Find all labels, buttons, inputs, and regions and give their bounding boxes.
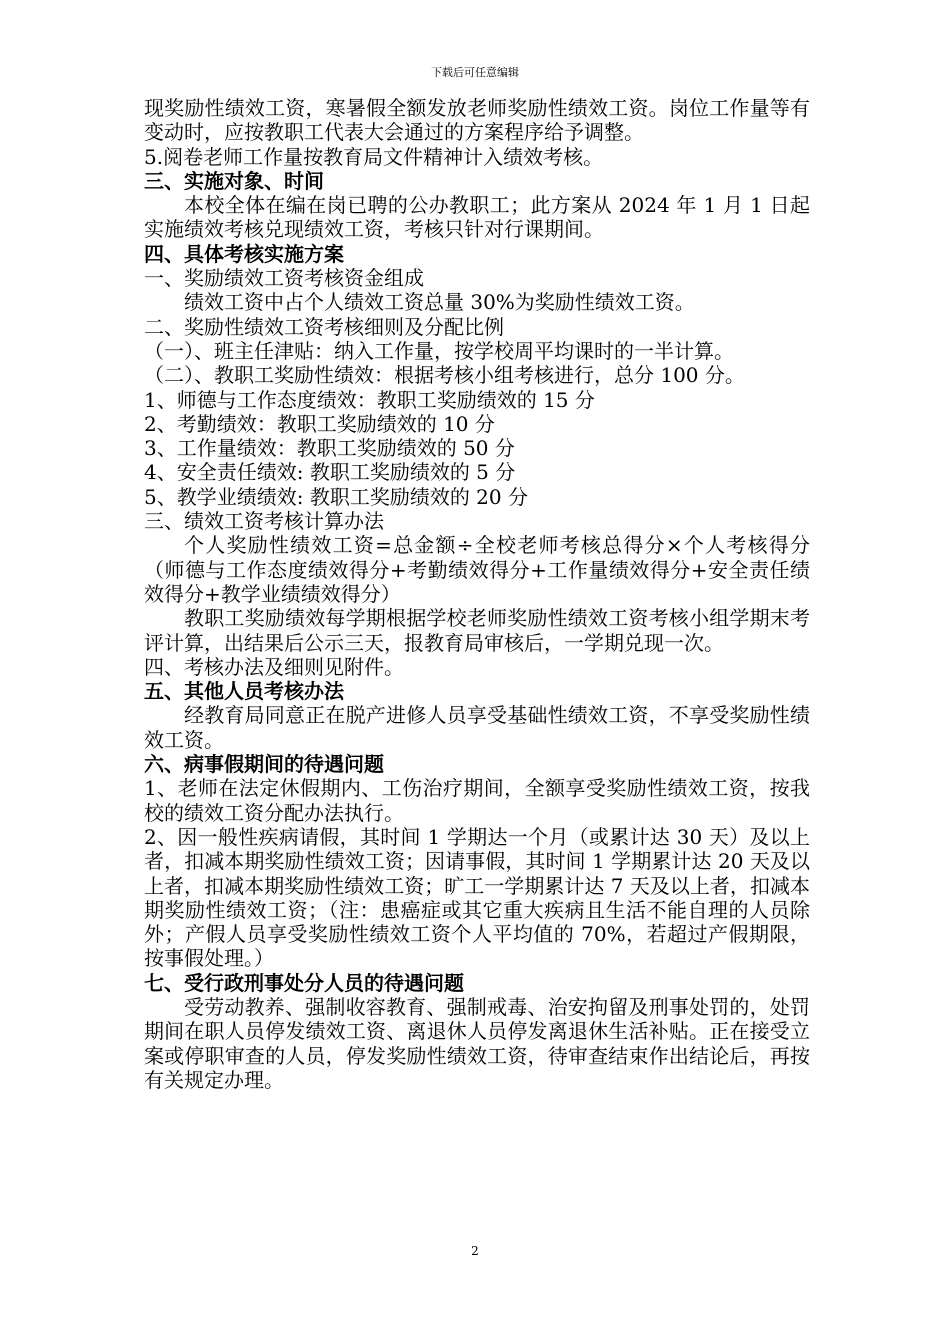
- paragraph: 受劳动教养、强制收容教育、强制戒毒、治安拘留及刑事处罚的，处罚期间在职人员停发绩效工资、离退休人员停发离退休生活补贴。正在接受立案或停职审查的人员，停发奖励性绩效工资，待审查结束作出结论后，再按有关规定办理。: [144, 994, 810, 1092]
- list-item: 4、安全责任绩效: 教职工奖励绩效的 5 分: [144, 460, 516, 485]
- subsection-heading: 四、考核办法及细则见附件。: [144, 654, 404, 679]
- paragraph: 5.阅卷老师工作量按教育局文件精神计入绩效考核。: [144, 144, 604, 169]
- paragraph: 2、因一般性疾病请假，其时间 1 学期达一个月（或累计达 30 天）及以上者，扣减本期奖励性绩效工资；因请事假，其时间 1 学期累计达 20 天及以上者，扣减本期奖励性绩效工资；旷工一学期累计达 7 天及以上者，扣减本期奖励性绩效工资；（注：患癌症或其它重大疾病且生活不能自理的人员除外；产假人员享受奖励性绩效工资个人平均值的 70%，若超过产假期限，按事假处理。）: [144, 824, 810, 971]
- subsection-heading: 三、绩效工资考核计算办法: [144, 509, 384, 534]
- section-heading: 三、实施对象、时间: [144, 168, 324, 193]
- paragraph: 教职工奖励绩效每学期根据学校老师奖励性绩效工资考核小组学期末考评计算，出结果后公示三天，报教育局审核后，一学期兑现一次。: [144, 606, 810, 655]
- section-heading: 六、病事假期间的待遇问题: [144, 752, 384, 777]
- paragraph: 绩效工资中占个人绩效工资总量 30%为奖励性绩效工资。: [184, 290, 695, 315]
- page-number: 2: [471, 1244, 479, 1258]
- paragraph: 个人奖励性绩效工资=总金额÷全校老师考核总得分×个人考核得分（师德与工作态度绩效得分+考勤绩效得分+工作量绩效得分+安全责任绩效得分+教学业绩绩效得分）: [144, 533, 810, 606]
- subsection-heading: 二、奖励性绩效工资考核细则及分配比例: [144, 314, 504, 339]
- list-item: 5、教学业绩绩效: 教职工奖励绩效的 20 分: [144, 484, 528, 509]
- subsection-heading: 一、奖励绩效工资考核资金组成: [144, 266, 424, 291]
- paragraph: 现奖励性绩效工资，寒暑假全额发放老师奖励性绩效工资。岗位工作量等有变动时，应按教职工代表大会通过的方案程序给予调整。: [144, 96, 810, 145]
- document-body: [144, 96, 810, 1092]
- section-heading: 七、受行政刑事处分人员的待遇问题: [144, 970, 464, 995]
- list-item: 3、工作量绩效：教职工奖励绩效的 50 分: [144, 436, 515, 461]
- section-heading: 五、其他人员考核办法: [144, 679, 344, 704]
- page-header: 下载后可任意编辑: [431, 66, 519, 79]
- paragraph: 本校全体在编在岗已聘的公办教职工；此方案从 2024 年 1 月 1 日起实施绩效考核兑现绩效工资，考核只针对行课期间。: [144, 193, 810, 242]
- list-item: 2、考勤绩效：教职工奖励绩效的 10 分: [144, 411, 495, 436]
- paragraph: （一）、班主任津贴：纳入工作量，按学校周平均课时的一半计算。: [144, 338, 734, 363]
- list-item: 1、师德与工作态度绩效：教职工奖励绩效的 15 分: [144, 387, 595, 412]
- paragraph: （二）、教职工奖励性绩效：根据考核小组考核进行，总分 100 分。: [144, 363, 745, 388]
- paragraph: 经教育局同意正在脱产进修人员享受基础性绩效工资，不享受奖励性绩效工资。: [144, 703, 810, 752]
- section-heading: 四、具体考核实施方案: [144, 241, 344, 266]
- paragraph: 1、老师在法定休假期内、工伤治疗期间，全额享受奖励性绩效工资，按我校的绩效工资分配办法执行。: [144, 776, 810, 825]
